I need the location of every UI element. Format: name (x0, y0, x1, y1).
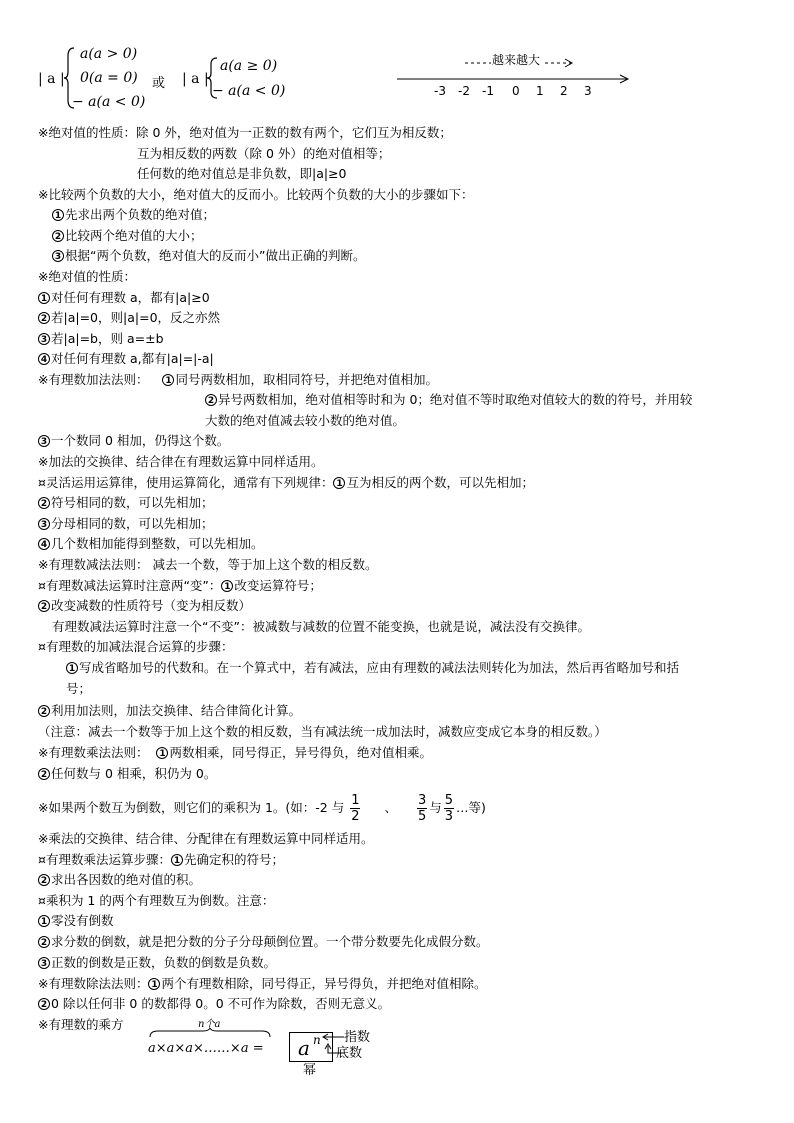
list-item: 2 任何数与 0 相乘，积仍为 0。 (38, 766, 216, 782)
circled-number: 2 (38, 998, 50, 1010)
tick: 2 (560, 84, 568, 98)
list-item: ¤有理数减法运算时注意两“变”： 1 改变运算符号； (38, 578, 322, 593)
circled-number: 2 (38, 936, 50, 948)
abs-lhs-1: | a | (38, 71, 65, 87)
circled-number: 1 (38, 292, 50, 304)
list-item: 1 写成省略加号的代数和。在一个算式中，若有减法，应由有理数的减法法则转化为加法，然后再省略加号和括 (66, 660, 679, 676)
text-line: ※比较两个负数的大小，绝对值大的反而小。比较两个负数的大小的步骤如下： (38, 187, 474, 202)
power-exponent: n (313, 1033, 321, 1047)
circled-number: 2 (38, 497, 50, 509)
circled-number: 1 (52, 209, 64, 221)
list-item: 1 先求出两个负数的绝对值； (52, 207, 215, 223)
list-item: ¤有理数乘法运算步骤： 1 先确定积的符号； (38, 852, 284, 867)
def2-line2: − a(a < 0) (212, 83, 286, 99)
circled-number: 2 (38, 705, 50, 717)
list-item: ※有理数除法法则： 1 两个有理数相除，同号得正，异号得负，并把绝对值相除。 (38, 976, 487, 991)
def2-line1: a(a ≥ 0) (220, 58, 278, 74)
tick: 0 (512, 84, 520, 98)
text-line: ¤有理数的加减法混合运算的步骤： (38, 639, 234, 654)
def1-line1: a(a > 0) (80, 46, 138, 62)
def1-line3: − a(a < 0) (72, 94, 146, 110)
power-count-label: n个a (198, 1019, 221, 1030)
tick: 1 (536, 84, 544, 98)
list-item: 2 0 除以任何非 0 的数都得 0。0 不可作为除数，否则无意义。 (38, 996, 390, 1012)
circled-number: 2 (205, 394, 217, 406)
list-item: 2 若|a|=0，则|a|=0，反之亦然 (38, 310, 220, 326)
tick: -2 (458, 84, 470, 98)
circled-number: 3 (38, 518, 50, 530)
circled-number: 1 (38, 915, 50, 927)
list-item: 3 根据“两个负数，绝对值大的反而小”做出正确的判断。 (52, 248, 365, 264)
text-line: ※加法的交换律、结合律在有理数运算中同样适用。 (38, 454, 324, 469)
tick: -1 (482, 84, 494, 98)
list-item: 2 利用加法则，加法交换律、结合律简化计算。 (38, 703, 301, 719)
text-line: 大数的绝对值减去较小数的绝对值。 (205, 413, 406, 428)
power-product: a×a×a×……×a = (148, 1041, 264, 1056)
circled-number: 3 (38, 957, 50, 969)
circled-number: 3 (38, 435, 50, 447)
circled-number: 1 (333, 477, 345, 489)
list-item: 3 若|a|=b，则 a=±b (38, 331, 164, 347)
list-item: ※有理数加法法则： 1 同号两数相加，取相同符号，并把绝对值相加。 (38, 372, 438, 387)
overbrace-icon (148, 1028, 272, 1038)
list-item: 2 符号相同的数，可以先相加； (38, 495, 214, 511)
text-line: 任何数的绝对值总是非负数，即|a|≥0 (137, 166, 347, 181)
text-line: ※绝对值的性质： (38, 269, 136, 284)
reciprocal-line: ※如果两个数互为倒数，则它们的乘积为 1。(如：-2 与 $\frac{1}{2}$ 、 $\frac{3}{5}$ 与 $\frac{5}{3}$ …等) (38, 793, 486, 824)
exponent-label: 指数 (344, 1030, 371, 1045)
text-line: 有理数减法运算时注意一个“不变”：被减数与减数的位置不能变换，也就是说，减法没有交换律。 (52, 619, 590, 634)
list-item: ¤灵活运用运算律，使用运算简化，通常有下列规律： 1 互为相反的两个数，可以先相加； (38, 475, 534, 490)
circled-number: 1 (156, 747, 168, 759)
fraction: $\frac{1}{2}$ (351, 793, 360, 824)
abs-lhs-2: | a | (182, 71, 209, 87)
text-line: ※有理数减法法则： 减去一个数，等于加上这个数的相反数。 (38, 557, 378, 572)
list-item: 4 对任何有理数 a,都有|a|=|-a| (38, 351, 214, 367)
circled-number: 1 (221, 580, 233, 592)
power-base: a (298, 1036, 310, 1060)
tick: -3 (434, 84, 446, 98)
text-line: ¤乘积为 1 的两个有理数互为倒数。注意： (38, 893, 275, 908)
def1-line2: 0(a = 0) (80, 70, 138, 86)
circled-number: 1 (66, 662, 78, 674)
fraction: $\frac{3}{5}$ (417, 793, 427, 824)
list-item: ※有理数乘法法则： 1 两数相乘，同号得正，异号得负，绝对值相乘。 (38, 745, 432, 760)
list-item: 2 改变减数的性质符号（变为相反数） (38, 598, 251, 614)
circled-number: 1 (148, 978, 160, 990)
list-item: 3 正数的倒数是正数，负数的倒数是负数。 (38, 955, 276, 971)
circled-number: 2 (38, 768, 50, 780)
circled-number: 2 (38, 600, 50, 612)
text-line: 互为相反数的两数（除 0 外）的绝对值相等； (137, 146, 391, 161)
circled-number: 1 (162, 374, 174, 386)
list-item: 1 对任何有理数 a，都有|a|≥0 (38, 290, 210, 306)
circled-number: 2 (38, 874, 50, 886)
text-line: ※绝对值的性质：除 0 外，绝对值为一正数的数有两个，它们互为相反数； (38, 125, 452, 140)
list-item: 3 分母相同的数，可以先相加； (38, 516, 214, 532)
text-line: ※有理数的乘方 (38, 1017, 124, 1032)
circled-number: 4 (38, 538, 50, 550)
circled-number: 4 (38, 353, 50, 365)
circled-number: 2 (52, 230, 64, 242)
list-item: 2 异号两数相加，绝对值相等时和为 0；绝对值不等时取绝对值较大的数的符号，并用较 (205, 392, 692, 408)
circled-number: 1 (171, 854, 183, 866)
list-item: 3 一个数同 0 相加，仍得这个数。 (38, 433, 229, 449)
base-label: 底数 (336, 1046, 363, 1061)
circled-number: 3 (52, 250, 64, 262)
numberline-label: 越来越大 (492, 53, 541, 67)
fraction: $\frac{5}{3}$ (444, 793, 454, 824)
circled-number: 2 (38, 312, 50, 324)
list-item: 2 求出各因数的绝对值的积。 (38, 872, 201, 888)
text-line: （注意：减去一个数等于加上这个数的相反数，当有减法统一成加法时，减数应变成它本身的相反数。） (38, 724, 607, 739)
text-line: 号； (66, 681, 92, 696)
list-item: 4 几个数相加能得到整数，可以先相加。 (38, 536, 264, 552)
list-item: 2 比较两个绝对值的大小； (52, 228, 203, 244)
or-word: 或 (152, 76, 166, 91)
circled-number: 3 (38, 333, 50, 345)
list-item: 1 零没有倒数 (38, 913, 114, 929)
power-label: 幂 (303, 1063, 317, 1078)
tick: 3 (584, 84, 592, 98)
text-line: ※乘法的交换律、结合律、分配律在有理数运算中同样适用。 (38, 831, 374, 846)
list-item: 2 求分数的倒数，就是把分数的分子分母颠倒位置。一个带分数要先化成假分数。 (38, 934, 489, 950)
